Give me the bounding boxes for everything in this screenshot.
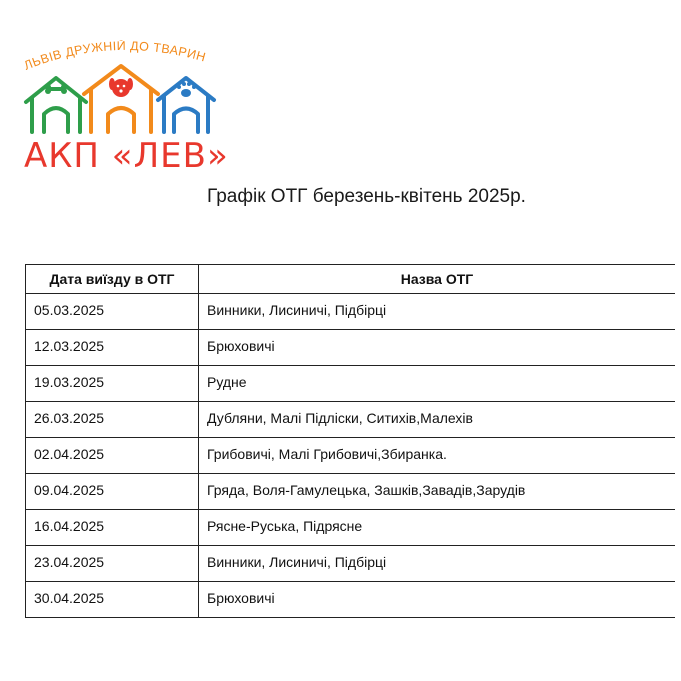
green-house-icon	[26, 78, 86, 132]
page-title: Графік ОТГ березень-квітень 2025р.	[207, 186, 526, 207]
date-cell: 02.04.2025	[26, 438, 199, 474]
table-row	[26, 294, 676, 330]
table-row	[26, 402, 676, 438]
logo-arc-text: ЛЬВІВ ДРУЖНІЙ ДО ТВАРИН	[21, 40, 208, 73]
column-header-name: Назва ОТГ	[199, 265, 676, 294]
date-cell: 30.04.2025	[26, 582, 199, 618]
otg-name-cell: Брюховичі	[199, 582, 676, 618]
otg-name-cell: Грибовичі, Малі Грибовичі,Збиранка.	[199, 438, 676, 474]
blue-house-icon	[158, 78, 214, 132]
otg-name-cell: Винники, Лисиничі, Підбірці	[199, 546, 676, 582]
orange-house-icon	[84, 66, 158, 132]
schedule-table	[25, 264, 675, 618]
otg-name-cell: Дубляни, Малі Підліски, Ситихів,Малехів	[199, 402, 676, 438]
table-row	[26, 474, 676, 510]
table-row	[26, 510, 676, 546]
date-cell: 23.04.2025	[26, 546, 199, 582]
table-header-row	[26, 265, 676, 294]
table-row	[26, 546, 676, 582]
date-cell: 16.04.2025	[26, 510, 199, 546]
date-cell: 19.03.2025	[26, 366, 199, 402]
date-cell: 26.03.2025	[26, 402, 199, 438]
logo-name: АКП «ЛЕВ»	[24, 136, 229, 176]
bone-icon	[45, 84, 67, 94]
column-header-date: Дата виїзду в ОТГ	[26, 265, 199, 294]
otg-name-cell: Брюховичі	[199, 330, 676, 366]
otg-name-cell: Рудне	[199, 366, 676, 402]
date-cell: 09.04.2025	[26, 474, 199, 510]
table-row	[26, 366, 676, 402]
date-cell: 05.03.2025	[26, 294, 199, 330]
date-cell: 12.03.2025	[26, 330, 199, 366]
otg-name-cell: Гряда, Воля-Гамулецька, Зашків,Завадів,Зарудів	[199, 474, 676, 510]
table-row	[26, 330, 676, 366]
table-row	[26, 582, 676, 618]
otg-name-cell: Рясне-Руська, Підрясне	[199, 510, 676, 546]
otg-name-cell: Винники, Лисиничі, Підбірці	[199, 294, 676, 330]
dog-face-icon	[109, 78, 133, 97]
table-row	[26, 438, 676, 474]
